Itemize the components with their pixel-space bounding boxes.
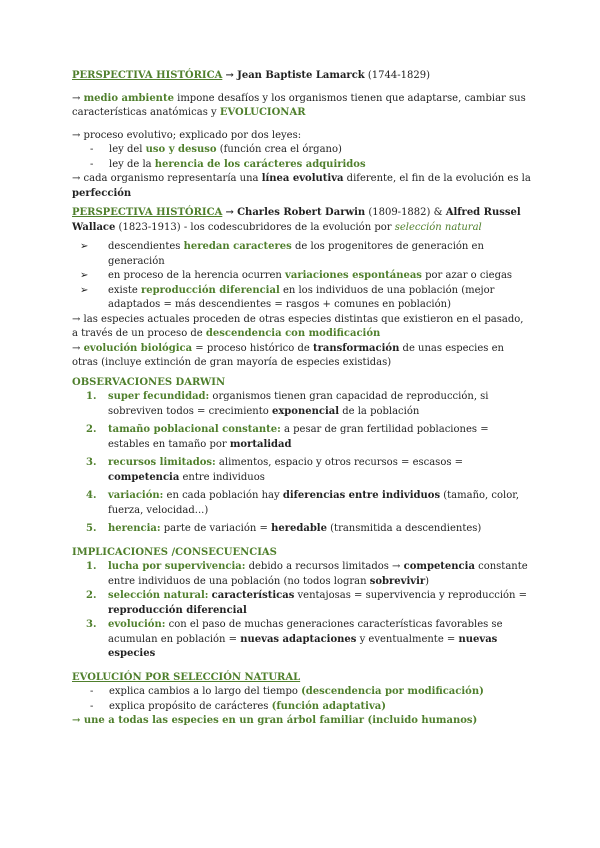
section-heading-darwin: PERSPECTIVA HISTÓRICA → Charles Robert Darwin (1809-1882) & Alfred Russel Wallace (1823-1913) - los codescubridores de la evolución por selección natural [72,207,521,233]
implicaciones-list [72,560,532,662]
list-item: ➢ en proceso de la herencia ocurren variaciones espontáneas por azar o ciegas [80,269,532,284]
final-statement: → une a todas las especies en un gran árbol familiar (incluido humanos) [72,715,478,726]
list-item: - explica cambios a lo largo del tiempo (descendencia por modificación) [72,685,532,700]
paragraph-especies-actuales: → las especies actuales proceden de otras especies distintas que existieron en el pasado, a través de un proceso de descendencia con modificación [72,313,524,339]
list-item: ➢ descendientes heredan caracteres de los progenitores de generación en generación [80,240,532,269]
observaciones-list [72,390,532,537]
list-item: 3. evolución: con el paso de muchas generaciones características favorables se acumulan en población = nuevas adaptaciones y eventualmente = nuevas especies [86,619,503,659]
paragraph-evolucion-biologica: → evolución biológica = proceso histórico de transformación de unas especies en otras (incluye extinción de gran mayoría de especies existidas) [72,342,504,368]
paragraph-medio-ambiente: → medio ambiente impone desafíos y los organismos tienen que adaptarse, cambiar sus características anatómicas y EVOLUCIONAR [72,92,526,118]
paragraph-linea-evolutiva: → cada organismo representaría una línea evolutiva diferente, el fin de la evolución es la perfección [72,173,531,199]
darwin-points-list [72,240,532,313]
list-item: - explica propósito de carácteres (función adaptativa) [72,700,532,715]
list-item: 3. recursos limitados: alimentos, espacio y otros recursos = escasos = competencia entre individuos [86,457,464,483]
evolucion-list [72,685,532,714]
list-item: - ley del uso y desuso (función crea el órgano) [72,143,532,158]
list-item: ➢ existe reproducción diferencial en los individuos de una población (mejor adaptados = más descendientes = rasgos + comunes en población) [80,284,532,313]
list-item: 1. super fecundidad: organismos tienen gran capacidad de reproducción, si sobreviven todos = crecimiento exponencial de la población [86,391,489,417]
observaciones-title: OBSERVACIONES DARWIN [72,376,226,388]
section-title: PERSPECTIVA HISTÓRICA [72,70,223,81]
implicaciones-title: IMPLICACIONES /CONSECUENCIAS [72,546,277,558]
arrow: → [225,70,234,81]
lamarck-name: Jean Baptiste Lamarck [237,70,365,81]
section-heading-lamarck [72,69,532,84]
lamarck-dates: (1744-1829) [367,70,430,81]
laws-list [72,143,532,172]
list-item: 5. herencia: parte de variación = heredable (transmitida a descendientes) [86,523,482,534]
list-item: 2. selección natural: características ventajosas = supervivencia y reproducción = reproducción diferencial [86,590,528,616]
evolucion-title: EVOLUCIÓN POR SELECCIÓN NATURAL [72,671,301,683]
list-item: 1. lucha por supervivencia: debido a recursos limitados → competencia constante entre individuos de una población (no todos logran sobrevivir) [86,561,528,587]
list-item: 4. variación: en cada población hay diferencias entre individuos (tamaño, color, fuerza, velocidad...) [86,490,520,516]
list-item: - ley de la herencia de los carácteres adquiridos [72,158,532,173]
paragraph-proceso-evolutivo: → proceso evolutivo; explicado por dos leyes: [72,129,302,141]
list-item: 2. tamaño poblacional constante: a pesar de gran fertilidad poblaciones = estables en tamaño por mortalidad [86,424,489,450]
document-page [72,69,532,729]
